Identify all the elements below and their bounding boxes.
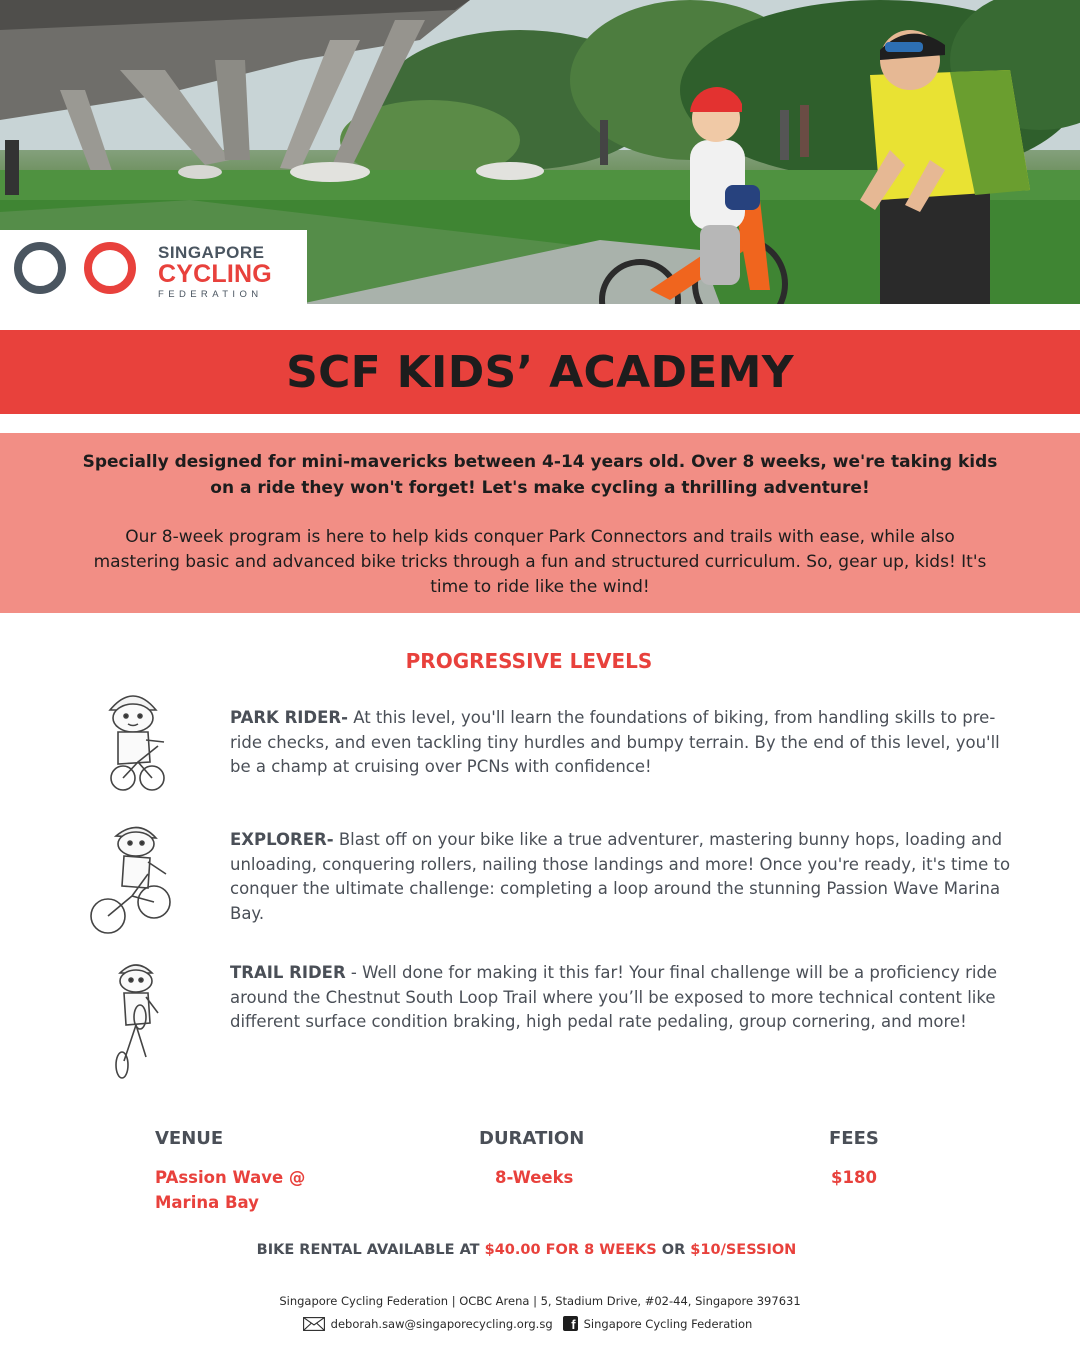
level-park-rider-text: [230, 706, 1020, 780]
logo-line-3: FEDERATION: [158, 289, 263, 300]
bike-rental-note: [0, 1242, 1053, 1258]
levels-title: PROGRESSIVE LEVELS: [405, 649, 653, 673]
level-park-rider-desc: At this level, you'll learn the foundations of biking, from handling skills to pre-ride checks, and even tackling tiny hurdles and bumpy terrain. By the end of this level, you'll be a champ at cruising over PCNs with confidence!: [230, 708, 1000, 777]
level-explorer-name: EXPLORER-: [230, 830, 334, 849]
logo-ring-grey-icon: [14, 242, 66, 294]
rental-price-8-weeks: $40.00 FOR 8 WEEKS: [484, 1242, 657, 1258]
logo-line-1: SINGAPORE: [158, 243, 265, 262]
footer-contacts: [0, 1316, 1055, 1331]
footer-address: Singapore Cycling Federation | OCBC Arena | 5, Stadium Drive, #02-44, Singapore 397631: [279, 1294, 801, 1308]
fees-value: $180: [831, 1168, 877, 1187]
level-trail-rider-name: TRAIL RIDER: [230, 963, 346, 982]
logo-wordmark: [158, 244, 272, 300]
title-band: [0, 330, 1080, 414]
page-title: SCF KIDS’ ACADEMY: [286, 346, 794, 398]
duration-value: 8-Weeks: [495, 1168, 574, 1187]
footer-facebook-text[interactable]: Singapore Cycling Federation: [583, 1316, 753, 1331]
venue-label: VENUE: [155, 1128, 224, 1149]
scf-logo: [0, 230, 307, 304]
footer-email[interactable]: [303, 1317, 553, 1331]
level-trail-rider-desc: - Well done for making it this far! Your final challenge will be a proficiency ride around the Chestnut South Loop Trail where you’ll be exposed to more technical content like different surface condition braking, high pedal rate pedaling, group cornering, and more!: [230, 963, 998, 1032]
rental-middle: OR: [656, 1242, 691, 1258]
footer-facebook[interactable]: [563, 1316, 753, 1331]
level-trail-rider-text: [230, 961, 1020, 1035]
level-explorer-desc: Blast off on your bike like a true adventurer, mastering bunny hops, loading and unloading, conquering rollers, nailing those landings and more! Once you're ready, it's time to conquer the ultimate challenge: completing a loop around the stunning Passion Wave Marina Bay.: [230, 830, 1011, 923]
footer-email-text[interactable]: deborah.saw@singaporecycling.org.sg: [330, 1316, 553, 1331]
otter-balance-bike-icon: [88, 682, 178, 794]
venue-value: PAssion Wave @ Marina Bay: [155, 1168, 306, 1212]
duration-label: DURATION: [479, 1128, 585, 1149]
intro-band: [0, 433, 1080, 613]
facebook-icon: f: [563, 1316, 578, 1331]
fees-label: FEES: [829, 1128, 879, 1149]
level-park-rider-name: PARK RIDER-: [230, 708, 348, 727]
otter-trail-bike-icon: [88, 961, 178, 1079]
logo-line-2: CYCLING: [158, 260, 272, 288]
rental-prefix: BIKE RENTAL AVAILABLE AT: [256, 1242, 485, 1258]
level-explorer-text: [230, 828, 1020, 926]
intro-lead: Specially designed for mini-mavericks between 4-14 years old. Over 8 weeks, we're taking kids on a ride they won't forget! Let's make cycling a thrilling adventure!: [82, 452, 998, 498]
otter-bicycle-icon: [88, 822, 178, 938]
mail-icon: [303, 1317, 325, 1331]
logo-ring-red-icon: [84, 242, 136, 294]
rental-price-session: $10/SESSION: [690, 1242, 797, 1258]
intro-body: Our 8-week program is here to help kids conquer Park Connectors and trails with ease, while also mastering basic and advanced bike tricks through a fun and structured curriculum. So, gear up, kids! It's time to ride like the wind!: [93, 527, 987, 597]
hero-photo: [0, 0, 1080, 304]
